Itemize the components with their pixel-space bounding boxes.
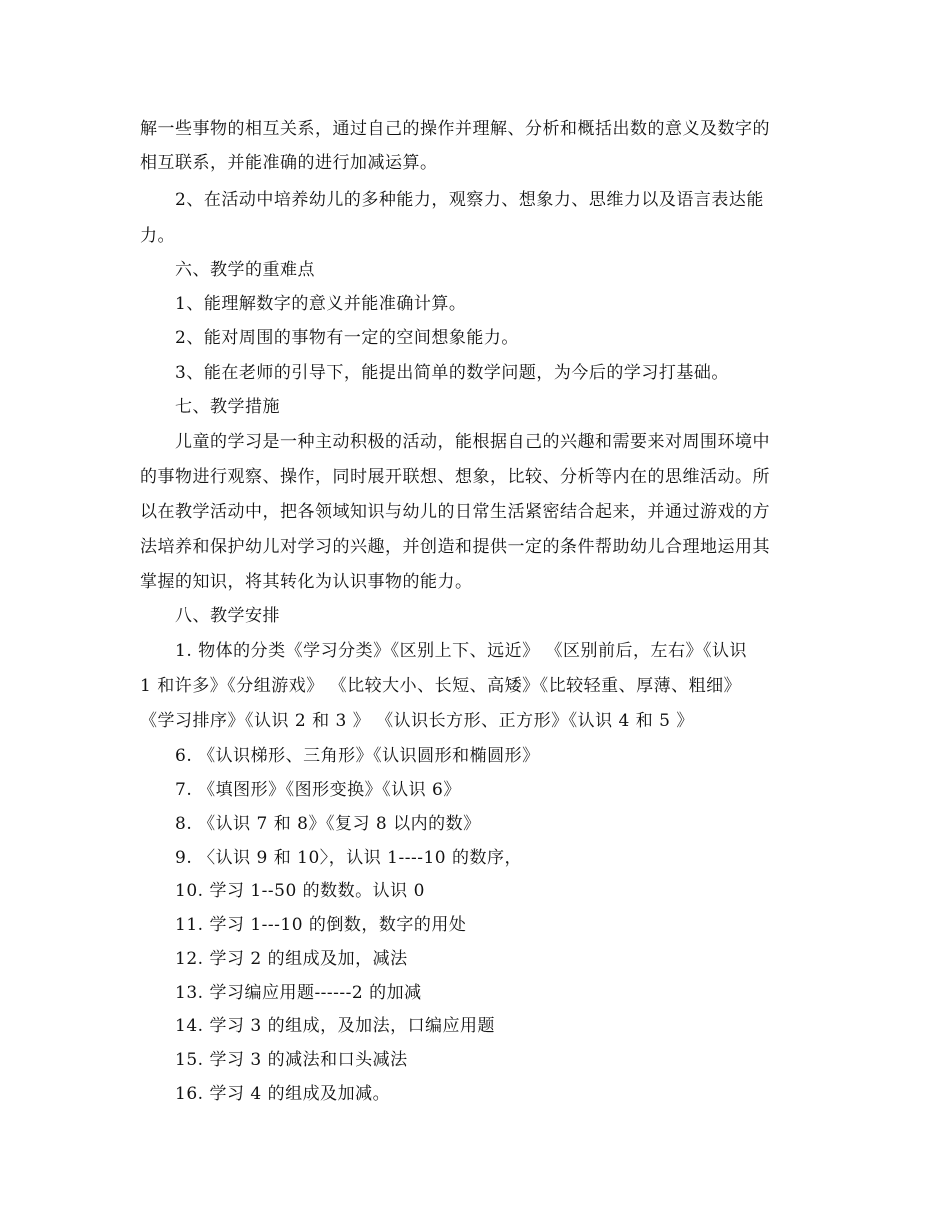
section-heading: 八、教学安排 bbox=[175, 606, 280, 626]
list-item: 16. 学习 4 的组成及加减。 bbox=[175, 1084, 391, 1104]
list-item: 12. 学习 2 的组成及加，减法 bbox=[175, 949, 408, 969]
paragraph-line: 相互联系，并能准确的进行加减运算。 bbox=[140, 153, 438, 173]
list-item: 11. 学习 1---10 的倒数，数字的用处 bbox=[175, 915, 467, 935]
list-item: 9. 〈认识 9 和 10〉，认识 1----10 的数序， bbox=[175, 848, 523, 868]
list-item: 6. 《认识梯形、三角形》《认识圆形和椭圆形》 bbox=[175, 746, 540, 766]
paragraph-line: 掌握的知识，将其转化为认识事物的能力。 bbox=[140, 572, 473, 592]
list-item: 13. 学习编应用题------2 的加减 bbox=[175, 983, 422, 1003]
paragraph-line: 法培养和保护幼儿对学习的兴趣，并创造和提供一定的条件帮助幼儿合理地运用其 bbox=[140, 537, 770, 557]
list-item-continuation: 1 和许多》《分组游戏》 《比较大小、长短、高矮》《比较轻重、厚薄、粗细》 bbox=[140, 676, 742, 696]
paragraph-line: 儿童的学习是一种主动积极的活动，能根据自己的兴趣和需要来对周围环境中 bbox=[175, 432, 770, 452]
section-heading: 七、教学措施 bbox=[175, 397, 280, 417]
list-item: 1. 物体的分类《学习分类》《区别上下、远近》 《区别前后，左右》《认识 bbox=[175, 641, 748, 661]
paragraph-line: 2、在活动中培养幼儿的多种能力，观察力、想象力、思维力以及语言表达能 bbox=[175, 190, 764, 210]
section-heading: 六、教学的重难点 bbox=[175, 260, 315, 280]
list-item: 10. 学习 1--50 的数数。认识 0 bbox=[175, 881, 425, 901]
list-item: 8. 《认识 7 和 8》《复习 8 以内的数》 bbox=[175, 814, 481, 834]
list-item: 15. 学习 3 的减法和口头减法 bbox=[175, 1050, 408, 1070]
list-item: 3、能在老师的引导下，能提出简单的数学问题，为今后的学习打基础。 bbox=[175, 363, 729, 383]
list-item: 2、能对周围的事物有一定的空间想象能力。 bbox=[175, 328, 519, 348]
list-item-continuation: 《学习排序》《认识 2 和 3 》 《认识长方形、正方形》《认识 4 和 5 》 bbox=[140, 711, 694, 731]
list-item: 7. 《填图形》《图形变换》《认识 6》 bbox=[175, 780, 461, 800]
list-item: 14. 学习 3 的组成，及加法，口编应用题 bbox=[175, 1016, 496, 1036]
paragraph-line: 力。 bbox=[140, 226, 175, 246]
paragraph-line: 的事物进行观察、操作，同时展开联想、想象，比较、分析等内在的思维活动。所 bbox=[140, 467, 770, 487]
paragraph-line: 以在教学活动中，把各领域知识与幼儿的日常生活紧密结合起来，并通过游戏的方 bbox=[140, 502, 770, 522]
paragraph-line: 解一些事物的相互关系，通过自己的操作并理解、分析和概括出数的意义及数字的 bbox=[140, 119, 770, 139]
list-item: 1、能理解数字的意义并能准确计算。 bbox=[175, 294, 467, 314]
